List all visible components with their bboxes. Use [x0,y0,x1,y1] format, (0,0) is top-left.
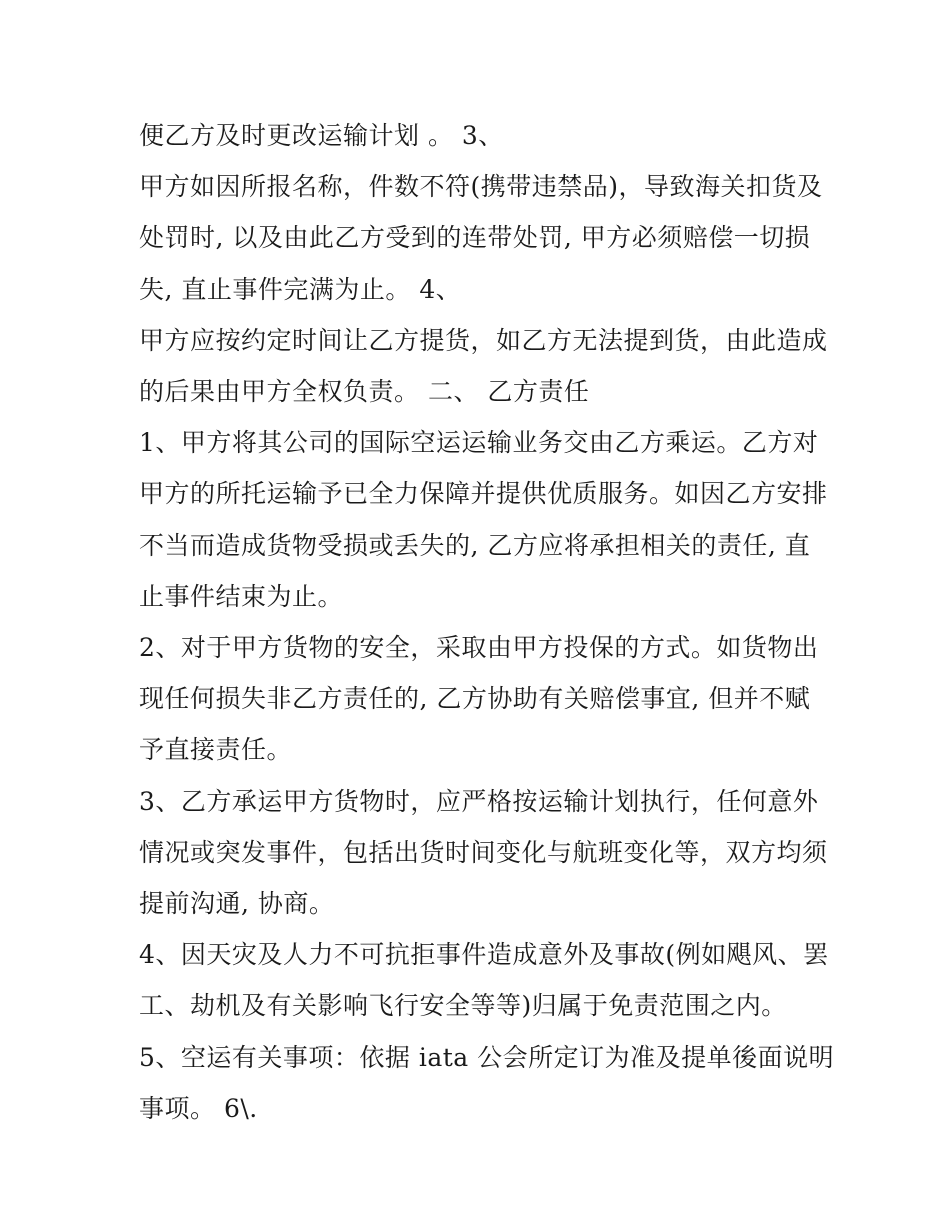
text-line: 情况或突发事件，包括出货时间变化与航班变化等，双方均须 [139,837,828,867]
text-line: 工、劫机及有关影响飞行安全等等)归属于免责范围之内。 [139,991,787,1021]
text-line: 现任何损失非乙方责任的, 乙方协助有关赔偿事宜, 但并不赋 [139,684,811,714]
text-line: 甲方应按约定时间让乙方提货，如乙方无法提到货，由此造成 [139,325,828,355]
text-line: 4、因天灾及人力不可抗拒事件造成意外及事故(例如飓风、罢 [139,940,829,970]
text-line: 处罚时, 以及由此乙方受到的连带处罚, 甲方必须赔偿一切损 [139,223,811,253]
document-body [139,110,835,1134]
text-line: 1、甲方将其公司的国际空运运输业务交由乙方乘运。乙方对 [139,428,819,458]
text-line: 的后果由甲方全权负责。 二、 乙方责任 [139,377,590,407]
text-line: 3、乙方承运甲方货物时，应严格按运输计划执行，任何意外 [139,786,819,816]
text-line: 便乙方及时更改运输计划 。 3、 [139,121,504,150]
text-line: 不当而造成货物受损或丢失的, 乙方应将承担相关的责任, 直 [139,530,811,560]
text-line: 甲方如因所报名称，件数不符(携带违禁品)，导致海关扣货及 [139,172,823,202]
text-line: 2、对于甲方货物的安全，采取由甲方投保的方式。如货物出 [139,633,819,663]
text-line: 提前沟通, 协商。 [139,889,335,919]
text-line: 失, 直止事件完满为止。 4、 [139,274,462,304]
text-line: 事项。 6\. [139,1093,258,1123]
text-line: 5、空运有关事项：依据 iata 公会所定订为准及提单後面说明 [139,1042,835,1072]
text-line: 止事件结束为止。 [139,581,344,611]
text-line: 甲方的所托运输予已全力保障并提供优质服务。如因乙方安排 [139,479,828,509]
text-line: 予直接责任。 [139,735,293,765]
